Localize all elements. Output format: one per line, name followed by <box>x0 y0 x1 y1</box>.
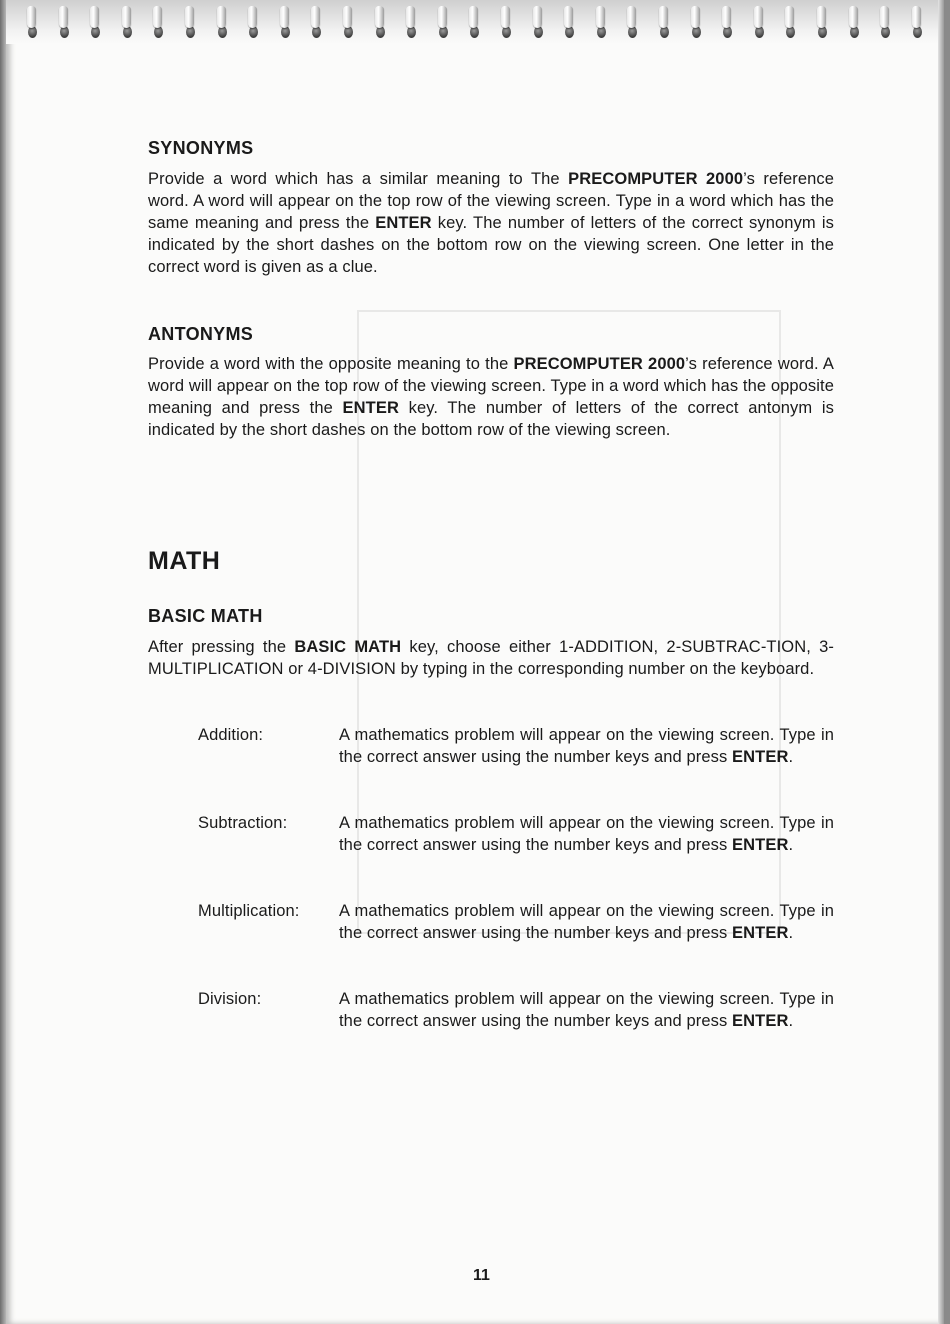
manual-page <box>6 0 944 1324</box>
spiral-wire <box>501 6 510 28</box>
spiral-ring <box>308 6 324 40</box>
spiral-ring <box>87 6 103 40</box>
spiral-wire <box>59 6 68 28</box>
synonyms-enter-key: ENTER <box>375 214 432 232</box>
spiral-ring <box>909 6 925 40</box>
synonyms-heading: SYNONYMS <box>148 138 254 158</box>
addition-label: Addition: <box>198 726 264 744</box>
spiral-wire <box>785 6 794 28</box>
spiral-ring <box>719 6 735 40</box>
spiral-ring <box>814 6 830 40</box>
addition-enter-key: ENTER <box>732 748 789 766</box>
page-number: 11 <box>473 1267 490 1284</box>
spiral-wire <box>90 6 99 28</box>
spiral-ring <box>593 6 609 40</box>
synonyms-text-2: ’s reference word. A word will appear on the top row of the viewing screen. Type in a word which has the same meaning and press the <box>148 170 835 232</box>
subtraction-text: A mathematics problem will appear on the viewing screen. Type in the correct answer using the number keys and press <box>339 814 834 854</box>
spiral-ring <box>435 6 451 40</box>
synonyms-text-3: key. The number of letters of the correct synonym is indicated by the short dashes on the bottom row on the viewing screen. One letter in the correct word is given as a clue. <box>148 214 835 276</box>
multiplication-period: . <box>788 924 794 942</box>
spiral-wire <box>880 6 889 28</box>
spiral-wire <box>185 6 194 28</box>
subtraction-enter-key: ENTER <box>732 836 789 854</box>
spiral-ring <box>245 6 261 40</box>
division-period: . <box>788 1012 794 1030</box>
spiral-ring <box>24 6 40 40</box>
math-heading: MATH <box>148 547 221 575</box>
spiral-ring <box>751 6 767 40</box>
spiral-ring <box>688 6 704 40</box>
basic-math-heading: BASIC MATH <box>148 606 263 626</box>
spiral-ring <box>372 6 388 40</box>
spiral-wire <box>153 6 162 28</box>
addition-text: A mathematics problem will appear on the viewing screen. Type in the correct answer using the number keys and press <box>339 726 834 766</box>
antonyms-heading: ANTONYMS <box>148 324 254 344</box>
spiral-wire <box>311 6 320 28</box>
spiral-wire <box>912 6 921 28</box>
spiral-binding <box>6 0 944 44</box>
spiral-ring <box>214 6 230 40</box>
spiral-ring <box>877 6 893 40</box>
synonyms-paragraph <box>148 168 834 278</box>
antonyms-text-2: ’s reference word. A word will appear on the top row of the viewing screen. Type in a word which has the opposite meaning and press the <box>148 355 834 417</box>
spiral-wire <box>248 6 257 28</box>
spiral-wire <box>533 6 542 28</box>
multiplication-enter-key: ENTER <box>732 924 789 942</box>
basic-math-key: BASIC MATH <box>294 638 402 656</box>
spiral-wire <box>406 6 415 28</box>
spiral-ring <box>530 6 546 40</box>
spiral-wire <box>754 6 763 28</box>
spiral-ring <box>782 6 798 40</box>
spiral-ring <box>466 6 482 40</box>
spiral-ring <box>56 6 72 40</box>
antonyms-enter-key: ENTER <box>342 399 399 417</box>
synonyms-text-1: Provide a word which has a similar meaning to The <box>148 170 569 188</box>
spiral-wire <box>27 6 36 28</box>
antonyms-brand: PRECOMPUTER 2000 <box>513 355 686 373</box>
subtraction-description <box>339 812 834 856</box>
spiral-wire <box>849 6 858 28</box>
antonyms-paragraph <box>148 353 834 441</box>
basic-math-intro-text-2: key, choose either 1-ADDITION, 2-SUBTRAC-TION, 3-MULTIPLICATION or 4-DIVISION by typing in the corresponding number on the keyboard. <box>148 638 834 678</box>
subtraction-period: . <box>788 836 794 854</box>
spiral-wire <box>438 6 447 28</box>
spiral-ring <box>340 6 356 40</box>
spiral-ring <box>624 6 640 40</box>
division-enter-key: ENTER <box>732 1012 789 1030</box>
spiral-wire <box>280 6 289 28</box>
spiral-ring <box>403 6 419 40</box>
division-text: A mathematics problem will appear on the viewing screen. Type in the correct answer using the number keys and press <box>339 990 834 1030</box>
spiral-ring <box>150 6 166 40</box>
spiral-wire <box>596 6 605 28</box>
spiral-wire <box>122 6 131 28</box>
spiral-wire <box>691 6 700 28</box>
spiral-wire <box>659 6 668 28</box>
spiral-ring <box>656 6 672 40</box>
spiral-ring <box>498 6 514 40</box>
spiral-ring <box>119 6 135 40</box>
spiral-wire <box>375 6 384 28</box>
spiral-wire <box>469 6 478 28</box>
spiral-ring <box>846 6 862 40</box>
spiral-wire <box>722 6 731 28</box>
spiral-wire <box>817 6 826 28</box>
spiral-wire <box>217 6 226 28</box>
multiplication-label: Multiplication: <box>198 902 300 920</box>
antonyms-text-3: key. The number of letters of the correct antonym is indicated by the short dashes on the bottom row of the viewing screen. <box>148 399 834 439</box>
spiral-wire <box>564 6 573 28</box>
spiral-ring <box>182 6 198 40</box>
addition-period: . <box>788 748 794 766</box>
basic-math-intro <box>148 636 834 680</box>
spiral-wire <box>343 6 352 28</box>
spiral-wire <box>627 6 636 28</box>
addition-description <box>339 724 834 768</box>
antonyms-text-1: Provide a word with the opposite meaning to the <box>148 355 514 373</box>
division-label: Division: <box>198 990 262 1008</box>
subtraction-label: Subtraction: <box>198 814 288 832</box>
multiplication-text: A mathematics problem will appear on the viewing screen. Type in the correct answer using the number keys and press <box>339 902 834 942</box>
synonyms-brand: PRECOMPUTER 2000 <box>568 170 744 188</box>
multiplication-description <box>339 900 834 944</box>
spiral-ring <box>561 6 577 40</box>
division-description <box>339 988 834 1032</box>
spiral-ring <box>277 6 293 40</box>
basic-math-intro-text-1: After pressing the <box>148 638 295 656</box>
page-edge-right <box>938 0 944 1324</box>
